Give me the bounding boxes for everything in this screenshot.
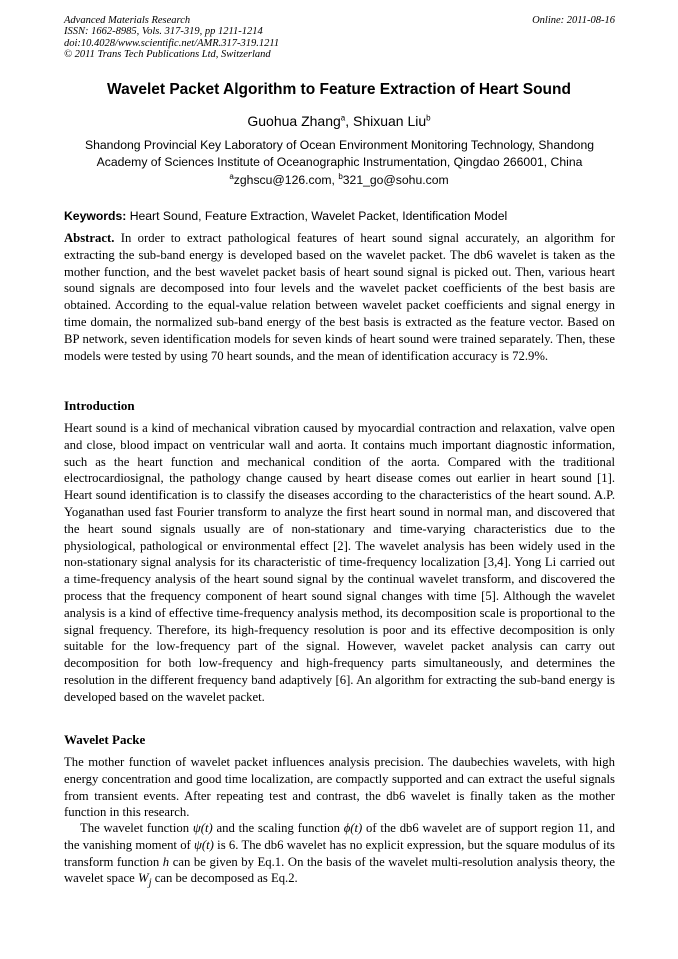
author-list: [0, 113, 678, 129]
section-heading-introduction: Introduction: [64, 398, 135, 413]
wavelet-paragraph-1: The mother function of wavelet packet influences analysis precision. The daubechies wavelets, with high energy concentration and good time localization, are compactly supported and can extract the useful signals from transient events. After repeating test and contrast, the db6 wavelet is finally taken as the mother function in this research.: [64, 755, 615, 820]
math-j-subscript: j: [148, 877, 152, 889]
email-link[interactable]: 321_go@sohu.com: [342, 173, 449, 187]
wavelet-paragraph-2: [64, 820, 615, 893]
text-run: and the scaling function: [212, 821, 344, 835]
journal-issn: ISSN: 1662-8985, Vols. 317-319, pp 1211-1214: [64, 26, 263, 38]
text-run: The wavelet function: [80, 821, 193, 835]
paper-title: Wavelet Packet Algorithm to Feature Extraction of Heart Sound: [107, 81, 571, 98]
text-run: can be decomposed as Eq.2.: [151, 871, 298, 886]
abstract-text: In order to extract pathological features of heart sound signal accurately, an algorithm for extracting the sub-band energy is developed based on the wavelet packet. The db6 wavelet is taken as the mother function, and the best wavelet packet basis of heart sound signal is picked out. Then, various heart sound signals are decomposed into four levels and the wavelet packet coefficients of the best basis are obtained. According to the equal-value relation between wavelet packet coefficients and signal energy in time domain, the normalized sub-band energy of the best basis is extracted as the feature vector. Based on BP network, seven identification models for seven kinds of heart sound were trained separately. Then, these models were tested by using 70 heart sounds, and the mean of identification accuracy is 72.9%.: [64, 231, 615, 363]
author-name: Shixuan Liu: [353, 113, 427, 129]
keywords-text: Heart Sound, Feature Extraction, Wavelet Packet, Identification Model: [126, 209, 508, 223]
author-name: Guohua Zhang: [247, 113, 341, 129]
text-run: can be given by Eq.1. On the basis of the wavelet multi-resolution analysis theory, the wavelet space: [64, 854, 616, 886]
affiliation: Shandong Provincial Key Laboratory of Ocean Environment Monitoring Technology, Shandong Academy of Sciences Institute of Oceanographic Instrumentation, Qingdao 266001, China: [84, 138, 595, 169]
author-emails: [0, 173, 678, 187]
author-marker: a: [340, 113, 346, 123]
journal-copyright: © 2011 Trans Tech Publications Ltd, Switzerland: [64, 48, 271, 60]
email-marker: a: [229, 171, 234, 181]
introduction-paragraph: Heart sound is a kind of mechanical vibration caused by myocardial contraction and relaxation, valve open and close, blood impact on ventricular wall and aorta. It contains much important diagnostic information, such as the heart function and mechanical condition of the aorta. Compared with the traditional electrocardiosignal, the pathology change caused by heart disease comes out earlier in heart sound [1]. Heart sound identification is to classify the diseases according to the characteristics of the heart sound. A.P. Yoganathan used fast Fourier transform to analyze the first heart sound in normal man, and discovered that the heart sound signals usually are of non-stationary and time-varying characteristics due to the physiological, pathological or environmental effect [2]. The wavelet analysis has been widely used in the non-stationary signal analysis for its characteristic of time-frequency localization [3,4]. Yong Li carried out a time-frequency analysis of the heart sound signal by the continual wavelet transform, and discovered the process that the frequency component of heart sound signal changes with time [5]. Although the wavelet analysis is a kind of effective time-frequency analysis method, its decomposition scale is proportional to the signal frequency. Therefore, its high-frequency resolution is poor and its effective decomposition is only suitable for the low-frequency part of the signal. However, wavelet packet analysis can carry out decomposition for both low-frequency and high-frequency parts simultaneously, and determines the resolution in the different frequency band adaptively [6]. An algorithm for extracting the sub-band energy is developed based on the wavelet packet.: [64, 421, 615, 704]
email-marker: b: [338, 171, 343, 181]
math-psi-t: ψ(t): [194, 837, 214, 852]
math-psi-t: ψ(t): [192, 821, 213, 835]
math-w: W: [137, 871, 149, 886]
journal-header: [64, 15, 279, 60]
author-marker: b: [426, 113, 431, 123]
keywords-label: Keywords:: [64, 209, 127, 223]
online-date: Online: 2011-08-16: [532, 15, 615, 26]
text-run: of the db6 wavelet are of support region 11, and the vanishing moment of: [64, 821, 615, 852]
author-separator: ,: [345, 113, 353, 129]
abstract-label: Abstract.: [64, 231, 115, 245]
keywords: [64, 209, 615, 223]
email-link[interactable]: zghscu@126.com,: [233, 173, 339, 187]
text-run: is 6. The db6 wavelet has no explicit expression, but the square modulus of its transform function: [64, 837, 615, 869]
math-h: h: [162, 854, 170, 869]
math-phi-t: ϕ(t): [343, 821, 363, 835]
journal-doi[interactable]: doi:10.4028/www.scientific.net/AMR.317-319.1211: [64, 37, 280, 49]
section-heading-wavelet-packet: Wavelet Packe: [64, 732, 146, 747]
journal-name: Advanced Materials Research: [64, 15, 191, 26]
abstract: [64, 230, 615, 364]
